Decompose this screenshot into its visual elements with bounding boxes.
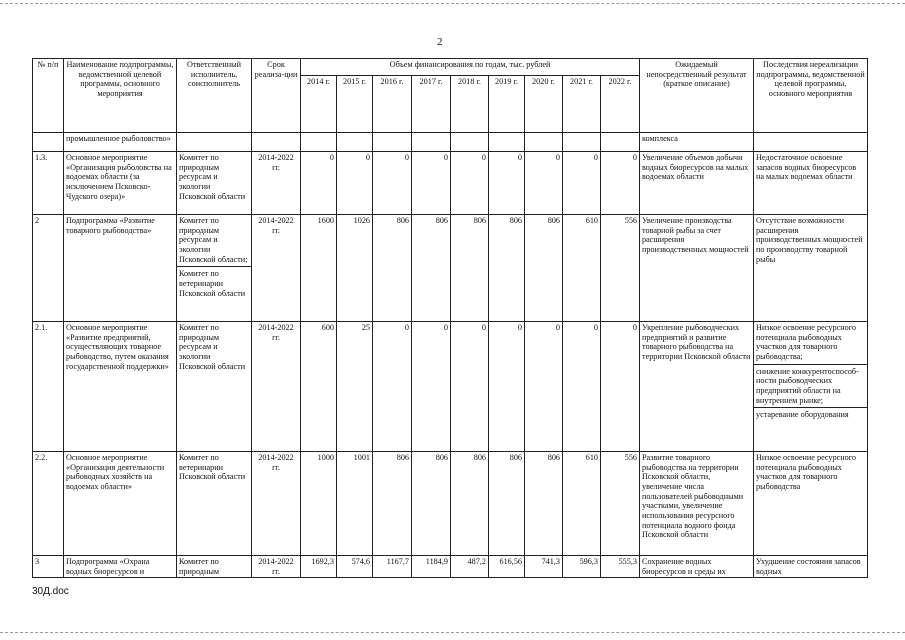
header-year: 2019 г. [489, 76, 525, 133]
table-row [33, 215, 868, 322]
cell-consequences: Недостаточное освоение запасов водных биоресурсов на малых водоемах области [754, 152, 868, 215]
cell-value: 600 [301, 322, 337, 452]
cell-value: 741,3 [525, 556, 563, 578]
consequence-line: Низкое освоение ресурсного потенциала рыбоводных участков для товарного рыбоводства; [756, 323, 856, 362]
cell-executor: Комитет по природным ресурсам и экологии Псковской области [177, 152, 252, 215]
cell-executor: Комитет по ветеринарии Псковской области [177, 452, 252, 556]
scan-edge-bottom [0, 632, 905, 633]
header-consequences: Последствия нереализации подпрограммы, ведомственной целевой программы, основного мероприятия [754, 59, 868, 133]
cell-value: 806 [412, 215, 451, 322]
header-year: 2018 г. [451, 76, 489, 133]
scan-edge-top [0, 3, 905, 4]
header-result: Ожидаемый непосредственный результат (краткое описание) [640, 59, 754, 133]
cell-term: 2014-2022 гг. [252, 322, 301, 452]
table-row [33, 152, 868, 215]
header-year: 2015 г. [337, 76, 373, 133]
cell-value: 0 [563, 322, 601, 452]
cell-executor [177, 133, 252, 152]
header-year: 2017 г. [412, 76, 451, 133]
cell-value: 1692,3 [301, 556, 337, 578]
cell-value: 0 [563, 152, 601, 215]
cell-no [33, 133, 64, 152]
cell-value: 556 [601, 452, 640, 556]
cell-name: Основное мероприятие «Развитие предприятий, осуществляющих товарное рыбоводство, путем оказания государственной поддержки» [64, 322, 177, 452]
cell-no: 2 [33, 215, 64, 322]
consequence-line: устаревание оборудования [754, 407, 867, 420]
header-name: Наименование подпрограммы, ведомственной целевой программы, основного мероприятия [64, 59, 177, 133]
cell-value: 1167,7 [373, 556, 412, 578]
cell-consequences: Ухудшение состояния запасов водных [754, 556, 868, 578]
cell-result: комплекса [640, 133, 754, 152]
header-row-1 [33, 59, 868, 76]
cell-name: Основное мероприятие «Организация рыболовства на водоемах области (за исключением Псковско-Чудского озера)» [64, 152, 177, 215]
cell-value: 0 [373, 322, 412, 452]
cell-no: 3 [33, 556, 64, 578]
cell-executor: Комитет по природным ресурсам и экологии Псковской области [177, 322, 252, 452]
header-funding: Объем финансирования по годам, тыс. рублей [301, 59, 640, 76]
header-year: 2021 г. [563, 76, 601, 133]
table-row [33, 322, 868, 452]
cell-value: 806 [489, 452, 525, 556]
cell-result: Укрепление рыбоводческих предприятий и развитие товарного рыбоводства на территории Псковской области [640, 322, 754, 452]
cell-value: 0 [451, 152, 489, 215]
cell-name: Основное мероприятие «Организация деятельности рыбоводных хозяйств на водоемах области» [64, 452, 177, 556]
cell-value: 0 [601, 152, 640, 215]
cell-name: Подпрограмма «Развитие товарного рыбоводства» [64, 215, 177, 322]
cell-term: 2014-2022 гг. [252, 452, 301, 556]
cell-value: 487,2 [451, 556, 489, 578]
cell-value: 1600 [301, 215, 337, 322]
cell-term: 2014-2022 гг. [252, 215, 301, 322]
cell-term: 2014-2022 гг. [252, 152, 301, 215]
program-table [32, 58, 868, 578]
cell-name: промышленное рыболовство» [64, 133, 177, 152]
cell-value: 574,6 [337, 556, 373, 578]
cell-value: 0 [489, 152, 525, 215]
cell-value: 0 [337, 152, 373, 215]
cell-value: 25 [337, 322, 373, 452]
cell-value: 1026 [337, 215, 373, 322]
cell-result: Увеличение объемов добычи водных биоресурсов на малых водоемах области [640, 152, 754, 215]
cell-value: 806 [451, 452, 489, 556]
cell-consequences: Отсутствие возможности расширения производственных мощностей по производству товарной рыбы [754, 215, 868, 322]
cell-value: 610 [563, 215, 601, 322]
cell-term: 2014-2022 гг. [252, 556, 301, 578]
cell-value: 0 [412, 322, 451, 452]
cell-executor: Комитет по природным [177, 556, 252, 578]
executor-line: Комитет по природным ресурсам и экологии Псковской области; [179, 216, 248, 264]
table-row-continuation [33, 133, 868, 152]
cell-value: 806 [451, 215, 489, 322]
cell-value: 0 [451, 322, 489, 452]
cell-consequences [754, 133, 868, 152]
cell-value: 806 [373, 452, 412, 556]
cell-value: 0 [525, 152, 563, 215]
cell-value: 556 [601, 215, 640, 322]
executor-line: Комитет по ветеринарии Псковской области [177, 266, 251, 298]
cell-term [252, 133, 301, 152]
table-row [33, 452, 868, 556]
cell-value: 806 [373, 215, 412, 322]
cell-result: Увеличение производства товарной рыбы за счет расширения производственных мощностей [640, 215, 754, 322]
cell-value: 1001 [337, 452, 373, 556]
cell-value: 596,3 [563, 556, 601, 578]
cell-value: 806 [525, 452, 563, 556]
header-year: 2016 г. [373, 76, 412, 133]
cell-consequences [754, 322, 868, 452]
cell-no: 1.3. [33, 152, 64, 215]
cell-value: 0 [412, 152, 451, 215]
consequence-line: снижение конкурентоспособ-ности рыбоводческих предприятий области на внутреннем рынке; [754, 364, 867, 406]
cell-value: 1184,9 [412, 556, 451, 578]
cell-value: 1000 [301, 452, 337, 556]
header-year: 2022 г. [601, 76, 640, 133]
cell-value: 610 [563, 452, 601, 556]
cell-value: 0 [373, 152, 412, 215]
cell-value: 806 [412, 452, 451, 556]
cell-value: 806 [489, 215, 525, 322]
cell-value: 0 [489, 322, 525, 452]
cell-value: 0 [525, 322, 563, 452]
cell-value: 616,56 [489, 556, 525, 578]
cell-value: 555,3 [601, 556, 640, 578]
cell-value: 0 [301, 152, 337, 215]
table-row [33, 556, 868, 578]
cell-value: 806 [525, 215, 563, 322]
header-executor: Ответственный исполнитель, соисполнитель [177, 59, 252, 133]
cell-result: Развитие товарного рыбоводства на территории Псковской области, увеличение числа пользователей рыбоводными участками, увеличение использования ресурсного потенциала водного фонда Псковской области [640, 452, 754, 556]
header-term: Срок реализа-ции [252, 59, 301, 133]
cell-result: Сохранение водных биоресурсов и среды их [640, 556, 754, 578]
cell-value: 0 [601, 322, 640, 452]
cell-executor [177, 215, 252, 322]
cell-name: Подпрограмма «Охрана водных биоресурсов и [64, 556, 177, 578]
cell-consequences: Низкое освоение ресурсного потенциала рыбоводных участков для товарного рыбоводства [754, 452, 868, 556]
footer-filename: 30Д.doc [32, 586, 69, 597]
header-no: № п/п [33, 59, 64, 133]
page-number: 2 [437, 36, 443, 48]
cell-no: 2.1. [33, 322, 64, 452]
header-year: 2020 г. [525, 76, 563, 133]
header-year: 2014 г. [301, 76, 337, 133]
cell-no: 2.2. [33, 452, 64, 556]
